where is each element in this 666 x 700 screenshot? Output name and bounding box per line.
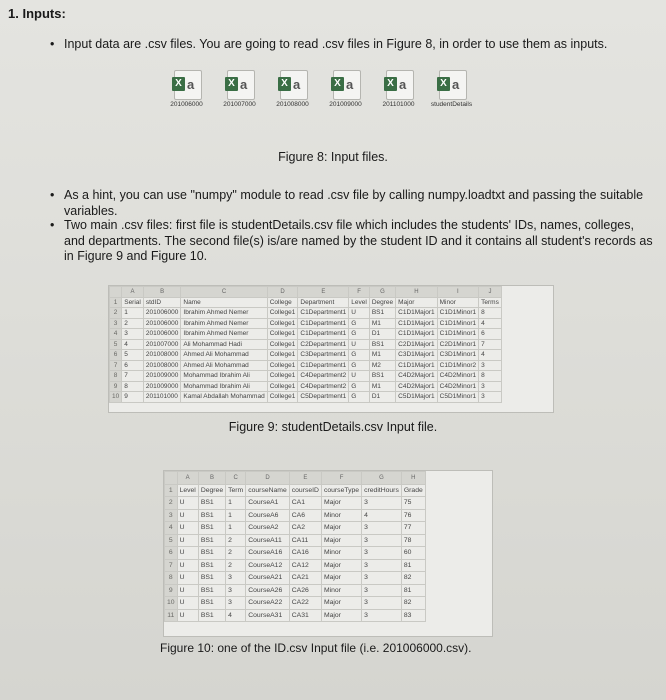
row-number: 5 [165, 534, 178, 547]
table-row [165, 609, 426, 622]
table-cell: College1 [267, 371, 298, 382]
figure-10-caption: Figure 10: one of the ID.csv Input file (i.e. 201006000.csv). [160, 641, 472, 655]
column-letter: F [321, 472, 361, 485]
table-cell: College1 [267, 350, 298, 361]
table-cell: 1 [226, 509, 246, 522]
excel-csv-icon: X a [227, 70, 255, 100]
header-cell: Level [177, 484, 198, 497]
table-cell: 8 [122, 381, 144, 392]
table-cell: 3 [362, 559, 402, 572]
header-cell: courseName [246, 484, 290, 497]
table-cell: 201006000 [143, 318, 181, 329]
table-cell: Ali Mohammad Hadi [181, 339, 267, 350]
table-cell: 3 [362, 572, 402, 585]
table-cell: G [349, 350, 370, 361]
table-cell: Mohammad Ibrahim Ali [181, 381, 267, 392]
table-cell: C4D2Major1 [396, 371, 438, 382]
table-cell: 1 [226, 522, 246, 535]
column-letter: C [181, 287, 267, 298]
table-cell: D1 [369, 329, 395, 340]
table-cell: Ibrahim Ahmed Nemer [181, 329, 267, 340]
column-letter: B [143, 287, 181, 298]
table-cell: 3 [479, 381, 502, 392]
table-cell: 2 [226, 534, 246, 547]
figure-8-caption: Figure 8: Input files. [278, 150, 388, 164]
table-cell: BS1 [198, 572, 225, 585]
table-row [110, 308, 502, 319]
table-cell: CourseA6 [246, 509, 290, 522]
table-cell: C1D1Minor1 [437, 329, 479, 340]
table-cell: 3 [362, 522, 402, 535]
table-cell: 1 [226, 497, 246, 510]
table-cell: 3 [226, 584, 246, 597]
row-number: 4 [165, 522, 178, 535]
table-cell: Minor [321, 584, 361, 597]
column-letter: H [396, 287, 438, 298]
excel-csv-icon: X a [174, 70, 202, 100]
table-cell: Ibrahim Ahmed Nemer [181, 318, 267, 329]
table-cell: C5D1Minor1 [437, 392, 479, 403]
header-cell: Grade [401, 484, 425, 497]
table-cell: 4 [479, 318, 502, 329]
table-cell: BS1 [198, 534, 225, 547]
section-heading: 1. Inputs: [8, 6, 66, 21]
header-cell: courseType [321, 484, 361, 497]
table-cell: 201101000 [143, 392, 181, 403]
table-cell: C4Department2 [298, 371, 349, 382]
table-cell: C4D2Minor1 [437, 371, 479, 382]
table-cell: BS1 [369, 339, 395, 350]
table-cell: C1Department1 [298, 308, 349, 319]
table-cell: Major [321, 609, 361, 622]
header-cell: stdID [143, 297, 181, 308]
table-cell: 60 [401, 547, 425, 560]
table-cell: 76 [401, 509, 425, 522]
figure-9-spreadsheet [108, 285, 554, 413]
table-row [165, 509, 426, 522]
table-row [110, 392, 502, 403]
file-icons-row [160, 66, 478, 122]
table-cell: C1D1Major1 [396, 329, 438, 340]
table-cell: 77 [401, 522, 425, 535]
table-cell: U [177, 572, 198, 585]
row-number: 7 [110, 360, 122, 371]
column-letter: A [122, 287, 144, 298]
table-cell: CA21 [289, 572, 321, 585]
table-cell: 3 [362, 547, 402, 560]
table-cell: 4 [226, 609, 246, 622]
table-cell: C5D1Major1 [396, 392, 438, 403]
excel-csv-icon: X a [280, 70, 308, 100]
column-letters-row [110, 287, 502, 298]
bullet-dot: • [50, 37, 55, 51]
column-letter: G [369, 287, 395, 298]
bullet-dot: • [50, 218, 55, 232]
table-cell: 6 [122, 360, 144, 371]
table-cell: 3 [362, 534, 402, 547]
table-cell: U [177, 534, 198, 547]
file-name-label: 201006000 [170, 101, 203, 108]
table-cell: College1 [267, 392, 298, 403]
table-cell: U [177, 609, 198, 622]
header-cell: Term [226, 484, 246, 497]
row-number: 3 [110, 318, 122, 329]
table-cell: CA26 [289, 584, 321, 597]
table-row [165, 597, 426, 610]
row-number: 4 [110, 329, 122, 340]
table-cell: College1 [267, 339, 298, 350]
table-cell: D1 [369, 392, 395, 403]
table-cell: C3D1Major1 [396, 350, 438, 361]
file-name-label: 201008000 [276, 101, 309, 108]
table-cell: G [349, 329, 370, 340]
bullet-csv-files [50, 218, 654, 265]
table-row [165, 497, 426, 510]
table-cell: BS1 [198, 609, 225, 622]
column-letter: D [267, 287, 298, 298]
table-cell: U [177, 547, 198, 560]
table-cell: U [177, 522, 198, 535]
table-cell: M2 [369, 360, 395, 371]
file-name-label: 201101000 [382, 101, 415, 108]
table-row [165, 522, 426, 535]
table-cell: 2 [226, 559, 246, 572]
table-row [165, 559, 426, 572]
row-number: 7 [165, 559, 178, 572]
column-letter: I [437, 287, 479, 298]
table-cell: 3 [479, 360, 502, 371]
csv-file-item [266, 66, 319, 122]
table-cell: CourseA11 [246, 534, 290, 547]
table-cell: 4 [362, 509, 402, 522]
table-cell: C1D1Minor2 [437, 360, 479, 371]
column-letter: B [198, 472, 225, 485]
table-cell: Mohammad Ibrahim Ali [181, 371, 267, 382]
table-cell: CA11 [289, 534, 321, 547]
row-number: 2 [110, 308, 122, 319]
student-records-table [164, 471, 426, 622]
row-number: 6 [165, 547, 178, 560]
table-cell: M1 [369, 381, 395, 392]
table-cell: College1 [267, 318, 298, 329]
table-cell: G [349, 381, 370, 392]
table-cell: BS1 [198, 559, 225, 572]
header-cell: courseID [289, 484, 321, 497]
table-cell: 3 [122, 329, 144, 340]
table-cell: C1D1Major1 [396, 360, 438, 371]
table-cell: C1Department1 [298, 360, 349, 371]
row-number: 8 [110, 371, 122, 382]
table-cell: C4D2Major1 [396, 381, 438, 392]
table-cell: M1 [369, 318, 395, 329]
header-cell: Major [396, 297, 438, 308]
table-cell: C5Department1 [298, 392, 349, 403]
table-cell: 3 [362, 609, 402, 622]
header-cell: Serial [122, 297, 144, 308]
header-cell: Degree [369, 297, 395, 308]
table-cell: 3 [362, 584, 402, 597]
bullet-text: Input data are .csv files. You are going to read .csv files in Figure 8, in order to use them as inputs. [64, 37, 608, 51]
csv-file-item [213, 66, 266, 122]
table-cell: C2D1Major1 [396, 339, 438, 350]
header-cell: Level [349, 297, 370, 308]
row-number: 9 [110, 381, 122, 392]
table-cell: C3D1Minor1 [437, 350, 479, 361]
excel-csv-icon: X a [439, 70, 467, 100]
row-number: 9 [165, 584, 178, 597]
file-name-label: 201007000 [223, 101, 256, 108]
table-cell: C4Department2 [298, 381, 349, 392]
header-cell: Terms [479, 297, 502, 308]
table-cell: CA16 [289, 547, 321, 560]
table-cell: M1 [369, 350, 395, 361]
bullet-dot: • [50, 188, 55, 202]
table-cell: 1 [122, 308, 144, 319]
row-number: 6 [110, 350, 122, 361]
header-cell: Degree [198, 484, 225, 497]
bullet-text: Two main .csv files: first file is studentDetails.csv file which includes the students' IDs, names, colleges, and departments. The second file(s) is/are named by the student ID and it contains all student's records as in Figure 9 and Figure 10. [64, 218, 653, 263]
table-cell: 81 [401, 584, 425, 597]
table-cell: U [177, 559, 198, 572]
excel-csv-icon: X a [386, 70, 414, 100]
table-row [110, 339, 502, 350]
table-cell: CourseA12 [246, 559, 290, 572]
table-cell: U [349, 308, 370, 319]
excel-csv-icon: X a [333, 70, 361, 100]
row-number: 10 [110, 392, 122, 403]
bullet-numpy-hint [50, 188, 654, 219]
table-cell: Major [321, 497, 361, 510]
header-row [110, 297, 502, 308]
table-cell: C3Department1 [298, 350, 349, 361]
table-cell: 3 [362, 597, 402, 610]
table-row [110, 360, 502, 371]
corner-cell [165, 472, 178, 485]
table-cell: CA6 [289, 509, 321, 522]
table-cell: 3 [226, 597, 246, 610]
table-cell: Minor [321, 509, 361, 522]
table-cell: 201007000 [143, 339, 181, 350]
bullet-input-files [50, 37, 654, 53]
table-cell: CA31 [289, 609, 321, 622]
file-name-label: studentDetails [430, 101, 473, 108]
table-cell: 4 [479, 350, 502, 361]
table-cell: CourseA26 [246, 584, 290, 597]
table-cell: 7 [122, 371, 144, 382]
table-cell: BS1 [369, 371, 395, 382]
figure-10-spreadsheet [163, 470, 493, 637]
row-number: 2 [165, 497, 178, 510]
header-cell: Minor [437, 297, 479, 308]
table-cell: G [349, 360, 370, 371]
table-cell: C1D1Major1 [396, 308, 438, 319]
table-row [110, 381, 502, 392]
table-cell: BS1 [198, 509, 225, 522]
column-letters-row [165, 472, 426, 485]
column-letter: F [349, 287, 370, 298]
table-cell: CA22 [289, 597, 321, 610]
table-cell: 9 [122, 392, 144, 403]
table-cell: 8 [479, 371, 502, 382]
table-cell: College1 [267, 381, 298, 392]
row-number: 1 [110, 297, 122, 308]
table-cell: 201009000 [143, 381, 181, 392]
table-cell: BS1 [369, 308, 395, 319]
table-cell: 6 [479, 329, 502, 340]
table-cell: 3 [479, 392, 502, 403]
table-cell: 75 [401, 497, 425, 510]
table-cell: Ibrahim Ahmed Nemer [181, 308, 267, 319]
table-cell: 83 [401, 609, 425, 622]
row-number: 1 [165, 484, 178, 497]
table-cell: U [177, 509, 198, 522]
header-cell: creditHours [362, 484, 402, 497]
table-cell: CourseA22 [246, 597, 290, 610]
table-cell: 82 [401, 572, 425, 585]
table-cell: 4 [122, 339, 144, 350]
header-row [165, 484, 426, 497]
row-number: 11 [165, 609, 178, 622]
table-cell: C1D1Minor1 [437, 308, 479, 319]
table-cell: U [177, 497, 198, 510]
table-row [110, 329, 502, 340]
table-cell: CourseA31 [246, 609, 290, 622]
table-cell: CourseA21 [246, 572, 290, 585]
table-cell: Major [321, 559, 361, 572]
table-cell: C2Department1 [298, 339, 349, 350]
corner-cell [110, 287, 122, 298]
table-cell: U [177, 597, 198, 610]
bullet-text: As a hint, you can use "numpy" module to read .csv file by calling numpy.loadtxt and passing the suitable variables. [64, 188, 644, 218]
file-name-label: 201009000 [329, 101, 362, 108]
table-cell: 3 [226, 572, 246, 585]
figure-9-caption: Figure 9: studentDetails.csv Input file. [228, 420, 438, 434]
table-cell: 78 [401, 534, 425, 547]
table-row [110, 318, 502, 329]
table-cell: Ahmed Ali Mohammad [181, 360, 267, 371]
table-cell: 7 [479, 339, 502, 350]
table-cell: BS1 [198, 497, 225, 510]
table-cell: C1D1Minor1 [437, 318, 479, 329]
header-cell: Department [298, 297, 349, 308]
csv-file-item [372, 66, 425, 122]
table-cell: BS1 [198, 584, 225, 597]
column-letter: E [289, 472, 321, 485]
table-cell: 201008000 [143, 350, 181, 361]
table-cell: U [349, 371, 370, 382]
table-cell: C2D1Minor1 [437, 339, 479, 350]
table-cell: College1 [267, 329, 298, 340]
header-cell: Name [181, 297, 267, 308]
column-letter: G [362, 472, 402, 485]
table-cell: Major [321, 597, 361, 610]
column-letter: E [298, 287, 349, 298]
table-cell: C1Department1 [298, 329, 349, 340]
header-cell: College [267, 297, 298, 308]
table-cell: 201006000 [143, 308, 181, 319]
table-cell: 2 [226, 547, 246, 560]
table-cell: 8 [479, 308, 502, 319]
row-number: 5 [110, 339, 122, 350]
row-number: 3 [165, 509, 178, 522]
table-cell: G [349, 318, 370, 329]
table-cell: Major [321, 522, 361, 535]
table-cell: Major [321, 534, 361, 547]
table-cell: 5 [122, 350, 144, 361]
table-cell: U [349, 339, 370, 350]
table-cell: 3 [362, 497, 402, 510]
table-row [110, 350, 502, 361]
column-letter: J [479, 287, 502, 298]
table-cell: BS1 [198, 522, 225, 535]
table-cell: C4D2Minor1 [437, 381, 479, 392]
table-cell: BS1 [198, 597, 225, 610]
table-cell: College1 [267, 308, 298, 319]
table-cell: Ahmed Ali Mohammad [181, 350, 267, 361]
table-cell: G [349, 392, 370, 403]
table-cell: 82 [401, 597, 425, 610]
table-cell: 201006000 [143, 329, 181, 340]
table-cell: U [177, 584, 198, 597]
table-cell: CourseA16 [246, 547, 290, 560]
table-cell: CA12 [289, 559, 321, 572]
row-number: 8 [165, 572, 178, 585]
table-cell: Minor [321, 547, 361, 560]
table-row [110, 371, 502, 382]
column-letter: A [177, 472, 198, 485]
csv-file-item [319, 66, 372, 122]
table-cell: BS1 [198, 547, 225, 560]
table-cell: 201009000 [143, 371, 181, 382]
table-cell: CA1 [289, 497, 321, 510]
table-cell: CA2 [289, 522, 321, 535]
table-cell: CourseA1 [246, 497, 290, 510]
table-row [165, 572, 426, 585]
column-letter: C [226, 472, 246, 485]
csv-file-item [160, 66, 213, 122]
table-cell: 81 [401, 559, 425, 572]
row-number: 10 [165, 597, 178, 610]
csv-file-item [425, 66, 478, 122]
column-letter: D [246, 472, 290, 485]
table-cell: C1D1Major1 [396, 318, 438, 329]
column-letter: H [401, 472, 425, 485]
table-cell: CourseA2 [246, 522, 290, 535]
table-cell: 2 [122, 318, 144, 329]
table-cell: College1 [267, 360, 298, 371]
table-row [165, 534, 426, 547]
student-details-table [109, 286, 502, 403]
table-row [165, 584, 426, 597]
table-cell: Major [321, 572, 361, 585]
table-cell: Kamal Abdallah Mohammad [181, 392, 267, 403]
table-cell: 201008000 [143, 360, 181, 371]
table-row [165, 547, 426, 560]
table-cell: C1Department1 [298, 318, 349, 329]
